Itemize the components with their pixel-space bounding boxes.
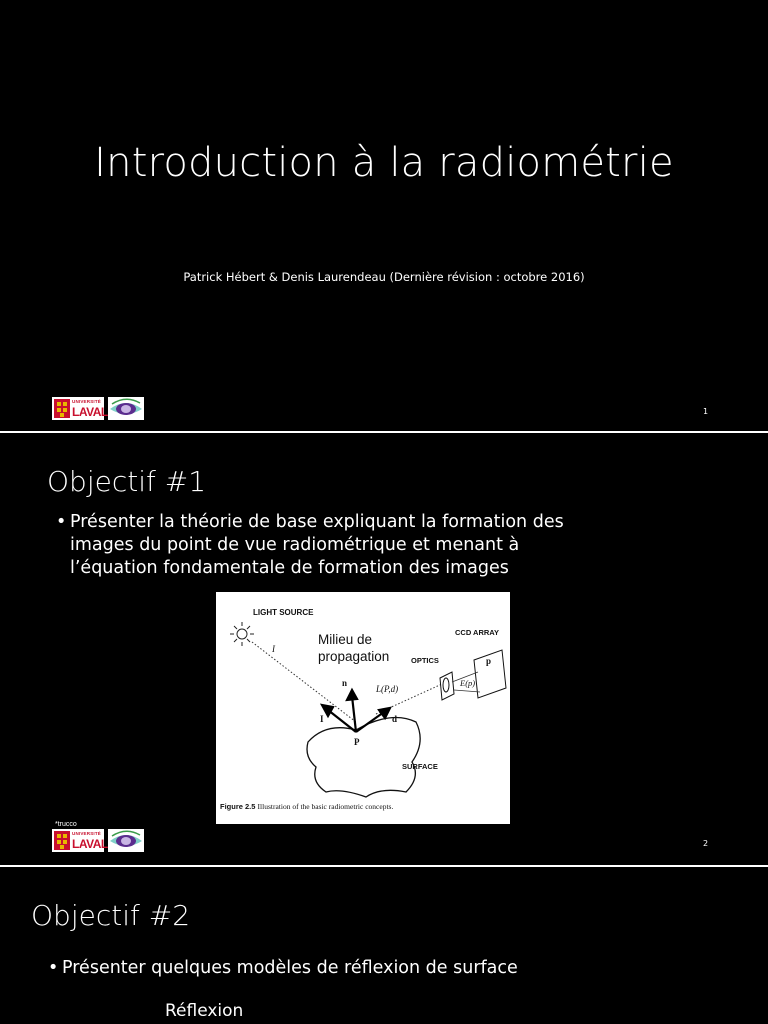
bullet-dot-icon: • [56, 512, 67, 532]
slide-title: Introduction à la radiométrie [94, 140, 674, 186]
image-point-label: p [486, 656, 492, 666]
slide-heading: Objectif #1 [47, 465, 207, 498]
bullet-dot-icon: • [48, 958, 59, 978]
bullet-item: • Présenter la théorie de base expliquant la formation des images du point de vue radiométrique et menant à l’équation fondamentale de formation des images [56, 512, 564, 578]
radiance-label: L(P,d) [376, 684, 399, 694]
laval-shield-icon [54, 831, 70, 850]
direction-label: d [392, 714, 398, 724]
ccd-array-label: CCD ARRAY [455, 628, 500, 637]
optics-lens-icon [440, 672, 454, 700]
figure-credit: *trucco [55, 821, 77, 828]
bullet-item: • Présenter quelques modèles de réflexion de surface [48, 958, 518, 978]
vision-lab-eye-icon [108, 397, 144, 420]
light-source-label: LIGHT SOURCE [253, 608, 314, 617]
surface-label: SURFACE [402, 762, 438, 771]
normal-label: n [342, 678, 348, 688]
optics-label: OPTICS [411, 656, 439, 665]
slide-1 [0, 0, 768, 431]
universite-laval-logo: UNIVERSITÉ LAVAL [52, 397, 104, 420]
slide-number: 2 [703, 839, 709, 848]
slide-2 [0, 433, 768, 865]
slide-number: 1 [703, 407, 709, 416]
point-label: P [354, 737, 360, 747]
radiometry-figure [216, 592, 510, 824]
universite-laval-logo: UNIVERSITÉ LAVAL [52, 829, 104, 852]
subheading: Réflexion [165, 1001, 244, 1021]
medium-label: Milieu de propagation [318, 632, 390, 664]
figure-caption: Figure 2.5 Illustration of the basic radiometric concepts. [220, 802, 394, 811]
irradiance-label: E(p) [460, 678, 476, 688]
vision-lab-eye-icon [108, 829, 144, 852]
laval-shield-icon [54, 399, 70, 418]
incident-ray-label: I [272, 644, 275, 654]
slide-authors: Patrick Hébert & Denis Laurendeau (Dernière révision : octobre 2016) [183, 270, 585, 284]
sun-icon [230, 622, 254, 646]
radiometry-diagram [216, 592, 510, 824]
slide-3 [0, 867, 768, 1024]
slide-heading: Objectif #2 [31, 899, 191, 932]
incident-vector-label: I [320, 714, 324, 724]
surface-shape [307, 718, 420, 798]
